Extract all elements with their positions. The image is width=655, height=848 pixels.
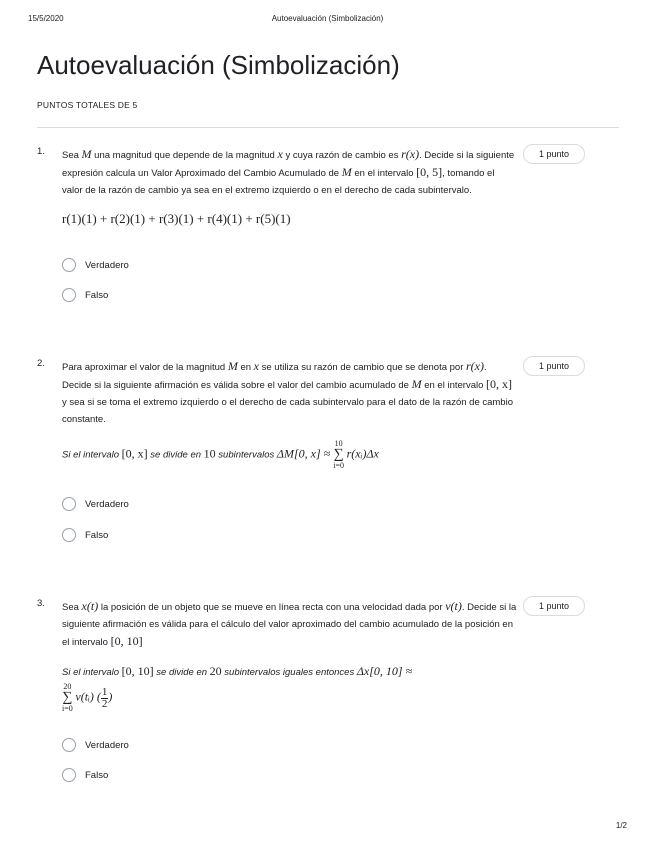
option-verdadero[interactable]: Verdadero — [62, 497, 129, 511]
question-statement: Si el intervalo [0, x] se divide en 10 subintervalos ΔM[0, x] ≈ 10 ∑ i=0 r(xᵢ)Δx — [62, 439, 379, 470]
divider — [37, 127, 619, 128]
points-badge: 1 punto — [523, 596, 585, 616]
fraction: $\frac{1}{2}$ — [101, 685, 108, 710]
question-number: 2. — [37, 358, 45, 369]
radio-icon[interactable] — [62, 497, 76, 511]
page-number: 1/2 — [615, 821, 627, 830]
option-falso[interactable]: Falso — [62, 528, 108, 542]
question-text: Sea M una magnitud que depende de la magnitud x y cuya razón de cambio es r(x). Decide si la siguiente expresión calcula un Valor Aproximado del Cambio Acumulado de M en el intervalo [0, 5], tomando el valor de la razón de cambio ya sea en el extremo izquierdo o en el derecho de cada subintervalo. r(1)(1) + r(2)(1) + r(3)(1) + r(4)(1) + r(5)(1) — [62, 146, 517, 227]
summation: 20 ∑ i=0 — [62, 682, 73, 713]
print-date: 15/5/2020 — [28, 14, 64, 23]
option-verdadero[interactable]: Verdadero — [62, 738, 129, 752]
option-verdadero[interactable]: Verdadero — [62, 258, 129, 272]
form-title: Autoevaluación (Simbolización) — [37, 50, 400, 80]
points-badge: 1 punto — [523, 356, 585, 376]
radio-icon[interactable] — [62, 768, 76, 782]
summation: 10 ∑ i=0 — [333, 439, 344, 470]
radio-icon[interactable] — [62, 258, 76, 272]
option-falso[interactable]: Falso — [62, 288, 108, 302]
points-badge: 1 punto — [523, 144, 585, 164]
option-falso[interactable]: Falso — [62, 768, 108, 782]
question-text: Sea x(t) la posición de un objeto que se mueve en línea recta con una velocidad dada por v(t). Decide si la siguiente afirmación es válida para el cálculo del valor aproximado del cambio acumulado de la posición en el intervalo [0, 10] Si el intervalo [0, 10] se divide en 20 subintervalos iguales entonces Δx[0, 10] ≈ 20 ∑ i=0 v(tᵢ) ( $\frac{1}{2}$ ) — [62, 599, 517, 713]
question-formula: r(1)(1) + r(2)(1) + r(3)(1) + r(4)(1) + r(5)(1) — [62, 211, 291, 226]
question-text: Para aproximar el valor de la magnitud M en x se utiliza su razón de cambio que se denota por r(x). Decide si la siguiente afirmación es válida sobre el valor del cambio acumulado de M en el intervalo [0, x] y sea si se toma el extremo izquierdo o el derecho de cada subintervalo para el dato de la razón de cambio constante. Si el intervalo [0, x] se divide en 10 subintervalos ΔM[0, x] ≈ 10 ∑ i=0 r(xᵢ)Δx — [62, 358, 517, 470]
radio-icon[interactable] — [62, 288, 76, 302]
print-title: Autoevaluación (Simbolización) — [271, 14, 384, 23]
question-number: 3. — [37, 598, 45, 609]
total-points: PUNTOS TOTALES DE 5 — [37, 100, 138, 110]
radio-icon[interactable] — [62, 738, 76, 752]
question-number: 1. — [37, 146, 45, 157]
radio-icon[interactable] — [62, 528, 76, 542]
question-statement: Si el intervalo [0, 10] se divide en 20 subintervalos iguales entonces Δx[0, 10] ≈ — [62, 664, 413, 678]
question-summation: 20 ∑ i=0 v(tᵢ) ( $\frac{1}{2}$ ) — [62, 682, 113, 713]
